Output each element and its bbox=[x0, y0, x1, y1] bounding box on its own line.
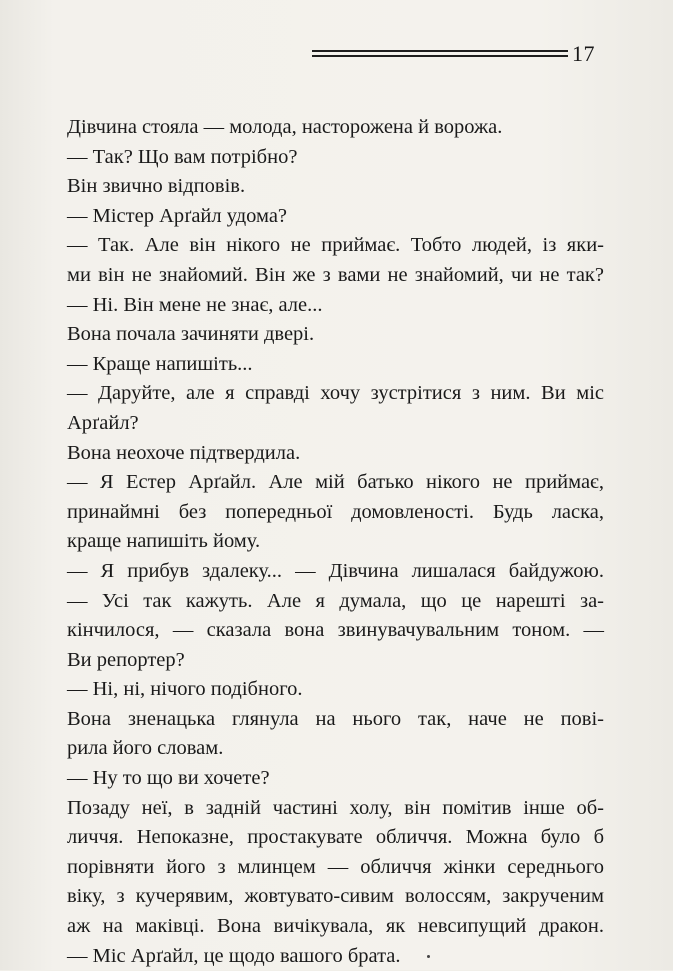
text-line: — Усі так кажуть. Але я думала, що це нарешті за- bbox=[67, 589, 604, 612]
text-line: — Так? Що вам потрібно? bbox=[67, 145, 298, 168]
text-line: Вона почала зачиняти двері. bbox=[67, 323, 315, 346]
text-line: — Я прибув здалеку... — Дівчина лишалася байдужою. bbox=[67, 559, 604, 582]
text-line: — Я Естер Арґайл. Але мій батько нікого не приймає, bbox=[67, 471, 604, 494]
header-rule-line bbox=[312, 55, 568, 57]
header-rule bbox=[312, 50, 568, 60]
text-line: аж на маківці. Вона вичікувала, як невсипущий дракон. bbox=[67, 915, 604, 938]
text-line: — Ні, ні, нічого подібного. bbox=[67, 678, 303, 701]
text-line: — Даруйте, але я справді хочу зустрітися з ним. Ви міс bbox=[67, 382, 604, 405]
text-line: краще напишіть йому. bbox=[67, 530, 261, 553]
text-line: личчя. Непоказне, простакувате обличчя. Можна було б bbox=[67, 826, 604, 849]
text-line: принаймні без попередньої домовленості. Будь ласка, bbox=[67, 500, 604, 523]
text-line: — Так. Але він нікого не приймає. Тобто людей, із яки- bbox=[67, 234, 604, 257]
text-line: Він звично відповів. bbox=[67, 175, 246, 198]
text-line: Вона неохоче підтвердила. bbox=[67, 441, 301, 464]
text-line: кінчилося, — сказала вона звинувачувальним тоном. — bbox=[67, 619, 604, 642]
text-line: — Ні. Він мене не знає, але... bbox=[67, 293, 323, 316]
header-rule-line bbox=[312, 50, 568, 52]
text-line: — Міс Арґайл, це щодо вашого брата. bbox=[67, 944, 401, 967]
text-line: — Містер Арґайл удома? bbox=[67, 204, 288, 227]
text-line: — Ну то що ви хочете? bbox=[67, 767, 270, 790]
text-line: Арґайл? bbox=[67, 411, 139, 434]
text-line: порівняти його з млинцем — обличчя жінки середнього bbox=[67, 855, 604, 878]
text-line: віку, з кучерявим, жовтувато-сивим волоссям, закрученим bbox=[67, 885, 604, 908]
text-line: Дівчина стояла — молода, насторожена й ворожа. bbox=[67, 116, 503, 138]
text-line: ми він не знайомий. Він же з вами не знайомий, чи не так? bbox=[67, 263, 604, 286]
page-number: 17 bbox=[572, 41, 595, 66]
text-line: — Краще напишіть... bbox=[67, 352, 253, 375]
text-line: рила його словам. bbox=[67, 737, 224, 760]
body-text bbox=[67, 113, 604, 971]
page-speck bbox=[427, 955, 430, 958]
text-line: Позаду неї, в задній частині холу, він помітив інше об- bbox=[67, 796, 604, 819]
text-line: Ви репортер? bbox=[67, 648, 185, 671]
text-line: Вона зненацька глянула на нього так, наче не пові- bbox=[67, 707, 604, 730]
